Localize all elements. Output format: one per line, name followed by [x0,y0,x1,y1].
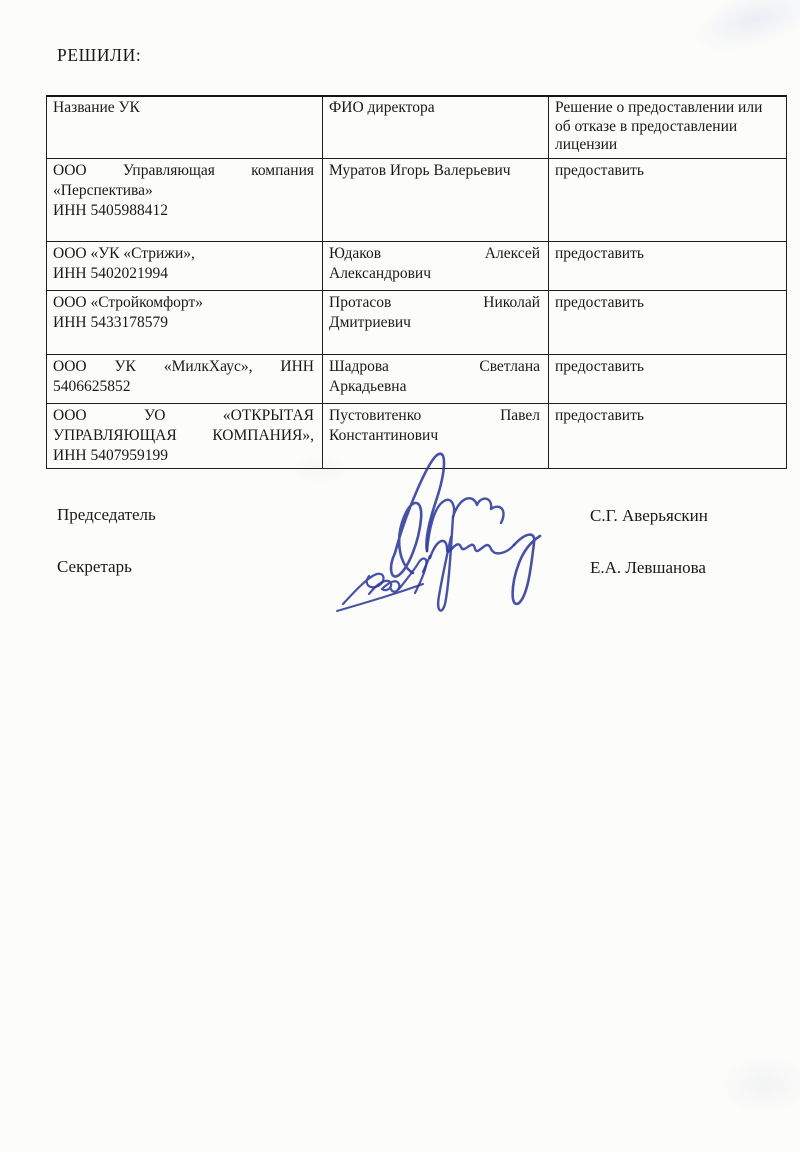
director-cell [323,159,549,242]
header-cell-company: Название УК [47,96,323,159]
decision-cell: предоставить [549,404,787,469]
company-cell [47,242,323,291]
cell-line: ООО «Стройкомфорт» [53,294,203,311]
cell-line: ООО Управляющая компания [53,162,314,179]
secretary-name: Е.А. Левшанова [590,558,706,577]
cell-line: ИНН 5405988412 [53,202,168,219]
table-row [47,291,787,355]
table-header-row [47,96,787,159]
director-cell [323,242,549,291]
cell-line: Юдаков Алексей [329,245,540,262]
cell-line: ИНН 5433178579 [53,314,168,331]
cell-line: Александрович [329,265,431,282]
cell-line: Протасов Николай [329,294,540,311]
company-cell [47,291,323,355]
signature-ink-icon [335,445,565,615]
company-cell [47,404,323,469]
decision-cell: предоставить [549,355,787,404]
paper-smudge [685,0,800,66]
cell-line: Аркадьевна [329,378,407,395]
cell-line: Дмитриевич [329,314,411,331]
cell-line: 5406625852 [53,378,131,395]
company-cell [47,355,323,404]
company-cell [47,159,323,242]
cell-line: ООО УО «ОТКРЫТАЯ [53,407,314,424]
cell-line: Константинович [329,427,439,444]
header-cell-director: ФИО директора [323,96,549,159]
table-row [47,159,787,242]
cell-line: ООО «УК «Стрижи», [53,245,195,262]
chairman-name: С.Г. Аверьяскин [590,506,708,525]
decision-cell: предоставить [549,159,787,242]
table-row [47,242,787,291]
secretary-label: Секретарь [57,557,132,576]
cell-line: Пустовитенко Павел [329,407,540,424]
cell-line: «Перспектива» [53,182,153,199]
decision-cell: предоставить [549,291,787,355]
cell-line: УПРАВЛЯЮЩАЯ КОМПАНИЯ», [53,427,314,444]
cell-line: ИНН 5402021994 [53,265,168,282]
cell-line: ИНН 5407959199 [53,447,168,464]
director-cell [323,355,549,404]
director-cell [323,291,549,355]
cell-line: Муратов Игорь Валерьевич [329,162,511,179]
chairman-label: Председатель [57,505,156,524]
table-row [47,355,787,404]
header-cell-decision: Решение о предоставлении или об отказе в предоставлении лицензии [549,96,787,159]
heading-reshili: РЕШИЛИ: [57,45,142,65]
cell-line: Шадрова Светлана [329,358,540,375]
cell-line: ООО УК «МилкХаус», ИНН [53,358,314,375]
decision-table [46,95,787,469]
decision-cell: предоставить [549,242,787,291]
paper-smudge [720,1055,800,1115]
